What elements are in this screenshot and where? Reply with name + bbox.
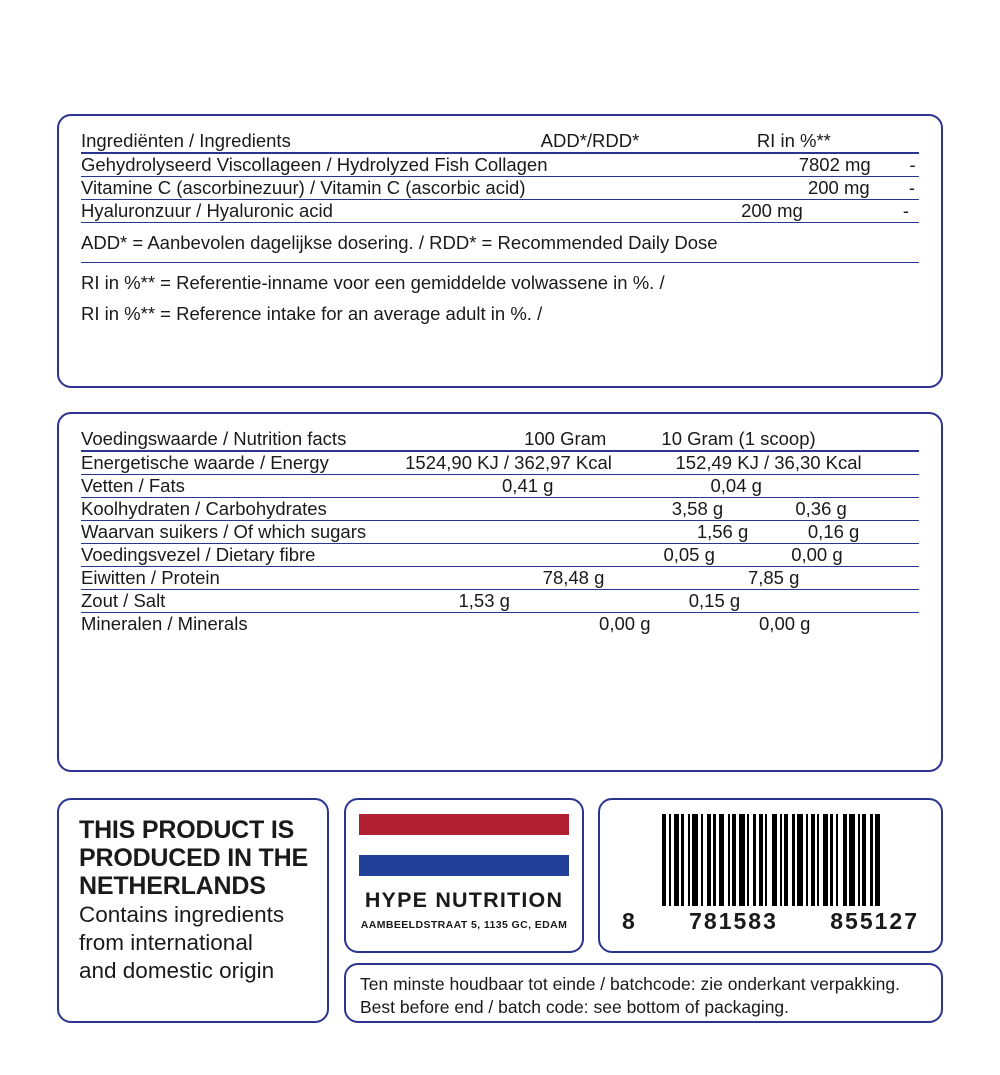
table-row xyxy=(81,154,919,176)
origin-line-6: and domestic origin xyxy=(79,958,275,984)
origin-line-2: PRODUCED IN THE xyxy=(79,844,308,872)
table-row xyxy=(81,521,919,543)
nutrition-rows xyxy=(81,613,919,635)
nutrition-table xyxy=(81,428,919,450)
origin-panel xyxy=(57,798,329,1023)
table-row xyxy=(81,498,919,520)
ingredient-name: Hyaluronzuur / Hyaluronic acid xyxy=(81,200,333,221)
ingredients-header-name: Ingrediënten / Ingredients xyxy=(81,130,291,151)
origin-line-1: THIS PRODUCT IS xyxy=(79,816,295,844)
nutrition-row-10g: 0,36 g xyxy=(795,498,847,519)
ingredient-add: 200 mg xyxy=(807,177,870,198)
nutrition-row-name: Eiwitten / Protein xyxy=(81,567,220,588)
barcode-digits xyxy=(614,908,927,935)
ingredients-rows xyxy=(81,154,919,176)
nutrition-row-100g: 0,05 g xyxy=(663,544,715,565)
nutrition-row-100g: 3,58 g xyxy=(671,498,724,519)
origin-line-3: NETHERLANDS xyxy=(79,872,266,900)
nutrition-facts-panel xyxy=(57,412,943,772)
nutrition-row-name: Waarvan suikers / Of which sugars xyxy=(81,521,367,542)
nutrition-row-name: Energetische waarde / Energy xyxy=(81,452,329,473)
nutrition-rows xyxy=(81,567,919,589)
brand-panel xyxy=(344,798,584,953)
nutrition-row-100g: 1,56 g xyxy=(696,521,749,542)
nutrition-row-100g: 1,53 g xyxy=(458,590,510,611)
nutrition-row-10g: 152,49 KJ / 36,30 Kcal xyxy=(675,452,862,473)
nutrition-header-10g: 10 Gram (1 scoop) xyxy=(661,428,816,449)
brand-name: HYPE NUTRITION xyxy=(364,888,564,912)
nutrition-row-name: Zout / Salt xyxy=(81,590,166,611)
barcode-group-2: 855127 xyxy=(830,908,919,934)
nutrition-rows xyxy=(81,452,919,474)
nutrition-header-100g: 100 Gram xyxy=(524,428,607,449)
ingredient-name: Gehydrolyseerd Viscollageen / Hydrolyzed Fish Collagen xyxy=(81,154,548,175)
table-row xyxy=(81,200,919,222)
barcode-icon xyxy=(662,814,880,906)
nutrition-row-100g: 0,41 g xyxy=(502,475,554,496)
origin-line-5: from international xyxy=(79,930,253,956)
nutrition-rows xyxy=(81,498,919,520)
nutrition-rows xyxy=(81,475,919,497)
table-row xyxy=(81,177,919,199)
nutrition-row-10g: 0,00 g xyxy=(791,544,843,565)
barcode-panel xyxy=(598,798,943,953)
nutrition-row-10g: 0,15 g xyxy=(688,590,741,611)
nutrition-row-10g: 0,00 g xyxy=(759,613,811,634)
add-definition-note: ADD* = Aanbevolen dagelijkse dosering. / RDD* = Recommended Daily Dose xyxy=(81,232,718,253)
ingredients-panel xyxy=(57,114,943,388)
batch-line-en: Best before end / batch code: see bottom of packaging. xyxy=(360,997,790,1018)
batch-code-panel xyxy=(344,963,943,1023)
ingredient-ri: - xyxy=(902,200,909,221)
nutrition-row-10g: 7,85 g xyxy=(747,567,800,588)
table-row xyxy=(81,544,919,566)
ingredients-header-add: ADD*/RDD* xyxy=(540,130,640,151)
table-row xyxy=(81,452,919,474)
nutrition-row-10g: 0,16 g xyxy=(807,521,860,542)
table-row xyxy=(81,590,919,612)
ri-definition-note-en: RI in %** = Reference intake for an average adult in %. / xyxy=(81,302,543,324)
ingredients-header-row xyxy=(81,130,919,152)
nutrition-row-name: Vetten / Fats xyxy=(81,475,185,496)
batch-line-nl: Ten minste houdbaar tot einde / batchcode: zie onderkant verpakking. xyxy=(360,974,900,994)
ingredient-ri: - xyxy=(908,177,916,198)
ingredients-rows xyxy=(81,177,919,199)
nutrition-row-100g: 78,48 g xyxy=(542,567,605,588)
nutrition-row-100g: 0,00 g xyxy=(599,613,651,634)
nutrition-row-name: Voedingsvezel / Dietary fibre xyxy=(81,544,316,565)
barcode-group-1: 781583 xyxy=(689,908,778,934)
ingredients-rows xyxy=(81,200,919,222)
nutrition-row-10g: 0,04 g xyxy=(710,475,762,496)
nutrition-header-name: Voedingswaarde / Nutrition facts xyxy=(81,428,347,449)
nutrition-rows xyxy=(81,521,919,543)
table-row xyxy=(81,475,919,497)
nutrition-header-row xyxy=(81,428,919,450)
nutrition-rows xyxy=(81,544,919,566)
table-row xyxy=(81,567,919,589)
origin-line-4: Contains ingredients xyxy=(79,902,285,927)
nutrition-row-name: Koolhydraten / Carbohydrates xyxy=(81,498,327,519)
ingredient-add: 200 mg xyxy=(741,200,803,221)
table-row xyxy=(81,613,919,635)
nutrition-row-name: Mineralen / Minerals xyxy=(81,613,248,634)
nutrition-row-100g: 1524,90 KJ / 362,97 Kcal xyxy=(405,452,612,473)
ingredient-add: 7802 mg xyxy=(798,154,871,175)
nutrition-rows xyxy=(81,590,919,612)
ri-definition-note-nl: RI in %** = Referentie-inname voor een gemiddelde volwassene in %. / xyxy=(81,271,665,293)
ingredient-ri: - xyxy=(909,154,916,175)
brand-address: AAMBEELDSTRAAT 5, 1135 GC, EDAM xyxy=(360,919,568,931)
dutch-flag-icon xyxy=(359,814,569,876)
barcode-digit-left: 8 xyxy=(622,908,637,934)
ingredients-header-ri: RI in %** xyxy=(756,130,831,151)
ingredients-table xyxy=(81,130,919,152)
ingredient-name: Vitamine C (ascorbinezuur) / Vitamin C (ascorbic acid) xyxy=(81,177,526,198)
